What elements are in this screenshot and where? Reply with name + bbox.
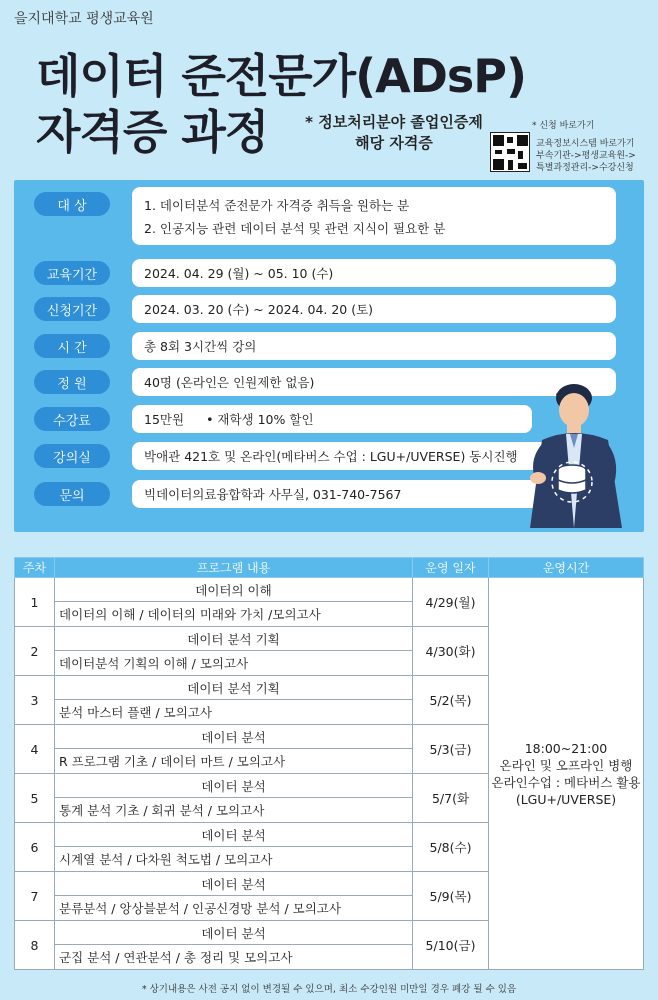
program-desc: 데이터의 이해 / 데이터의 미래와 가치 /모의고사 [55, 602, 413, 627]
program-desc: 통계 분석 기초 / 회귀 분석 / 모의고사 [55, 798, 413, 823]
target-line1: 1. 데이터분석 준전문가 자격증 취득을 원하는 분 [144, 197, 410, 213]
session-date: 4/29(월) [413, 578, 489, 627]
program-title: 데이터 분석 기획 [55, 676, 413, 700]
program-desc: 분류분석 / 앙상블분석 / 인공신경망 분석 / 모의고사 [55, 896, 413, 921]
qr-code-icon[interactable] [490, 132, 530, 172]
footnote: * 상기내용은 사전 공지 없이 변경될 수 있으며, 최소 수강인원 미만일 경우 폐강 될 수 있음 [141, 984, 517, 995]
capacity-value: 40명 (온라인은 인원제한 없음) [132, 368, 616, 396]
apply-period-label: 신청기간 [34, 297, 110, 321]
contact-value: 빅데이터의료융합학과 사무실, 031-740-7567 [132, 480, 602, 508]
period-value: 2024. 04. 29 (월) ~ 05. 10 (수) [132, 259, 616, 287]
program-desc: 군집 분석 / 연관분석 / 총 정리 및 모의고사 [55, 945, 413, 970]
time-label: 시 간 [34, 334, 110, 358]
qr-heading: * 신청 바로가기 [532, 121, 595, 131]
page-title-line2: 자격증 과정 [36, 105, 269, 159]
program-title: 데이터 분석 [55, 872, 413, 896]
operating-time [489, 578, 644, 970]
session-date: 5/7(화 [413, 774, 489, 823]
target-value [132, 187, 616, 245]
session-date: 5/8(수) [413, 823, 489, 872]
week-number: 1 [15, 578, 55, 627]
week-number: 7 [15, 872, 55, 921]
op-time-line3: 온라인수업 : 메타버스 활용 [491, 774, 641, 790]
op-time-line1: 18:00~21:00 [524, 740, 608, 756]
program-desc: R 프로그램 기초 / 데이터 마트 / 모의고사 [55, 749, 413, 774]
contact-label: 문의 [34, 482, 110, 506]
capacity-label: 정 원 [34, 370, 110, 394]
program-desc: 데이터분석 기획의 이해 / 모의고사 [55, 651, 413, 676]
program-title: 데이터 분석 [55, 774, 413, 798]
program-title: 데이터 분석 [55, 921, 413, 945]
col-date: 운영 일자 [413, 558, 489, 578]
period-label: 교육기간 [34, 261, 110, 285]
session-date: 4/30(화) [413, 627, 489, 676]
week-number: 4 [15, 725, 55, 774]
program-desc: 분석 마스터 플랜 / 모의고사 [55, 700, 413, 725]
program-title: 데이터의 이해 [55, 578, 413, 602]
qr-instructions [536, 138, 658, 174]
week-number: 5 [15, 774, 55, 823]
page-title-line1: 데이터 준전문가(ADsP) [36, 49, 526, 103]
fee-discount: • 재학생 10% 할인 [206, 412, 314, 427]
col-time: 운영시간 [489, 558, 644, 578]
session-date: 5/3(금) [413, 725, 489, 774]
room-value: 박애관 421호 및 온라인(메타버스 수업 : LGU+/UVERSE) 동시진행 [132, 442, 552, 470]
week-number: 8 [15, 921, 55, 970]
program-desc: 시계열 분석 / 다차원 척도법 / 모의고사 [55, 847, 413, 872]
op-time-line2: 온라인 및 오프라인 병행 [499, 757, 633, 773]
certification-note [278, 112, 510, 154]
col-program: 프로그램 내용 [55, 558, 413, 578]
week-number: 2 [15, 627, 55, 676]
fee-amount: 15만원 [144, 412, 185, 427]
university-name: 을지대학교 평생교육원 [14, 11, 154, 27]
col-week: 주차 [15, 558, 55, 578]
program-title: 데이터 분석 [55, 725, 413, 749]
qr-line1: 교육정보시스템 바로가기 [536, 139, 635, 149]
person-with-database-illustration [512, 378, 652, 528]
week-number: 6 [15, 823, 55, 872]
fee-value [132, 405, 532, 433]
table-row [15, 578, 644, 602]
room-label: 강의실 [34, 444, 110, 468]
session-date: 5/2(목) [413, 676, 489, 725]
session-date: 5/9(목) [413, 872, 489, 921]
fee-label: 수강료 [34, 407, 110, 431]
target-line2: 2. 인공지능 관련 데이터 분석 및 관련 지식이 필요한 분 [144, 220, 446, 236]
schedule-table [14, 557, 644, 970]
certification-note-line1: * 정보처리분야 졸업인증제 [305, 113, 483, 131]
target-label: 대 상 [34, 192, 110, 216]
schedule-header-row [15, 558, 644, 578]
qr-line3: 특별과정관리->수강신청 [536, 163, 634, 173]
program-title: 데이터 분석 기획 [55, 627, 413, 651]
session-date: 5/10(금) [413, 921, 489, 970]
op-time-line4: (LGU+/UVERSE) [515, 791, 617, 807]
week-number: 3 [15, 676, 55, 725]
apply-period-value: 2024. 03. 20 (수) ~ 2024. 04. 20 (토) [132, 295, 616, 323]
program-title: 데이터 분석 [55, 823, 413, 847]
time-value: 총 8회 3시간씩 강의 [132, 332, 616, 360]
qr-line2: 부속기관->평생교육원-> [536, 151, 636, 161]
certification-note-line2: 해당 자격증 [355, 134, 433, 152]
